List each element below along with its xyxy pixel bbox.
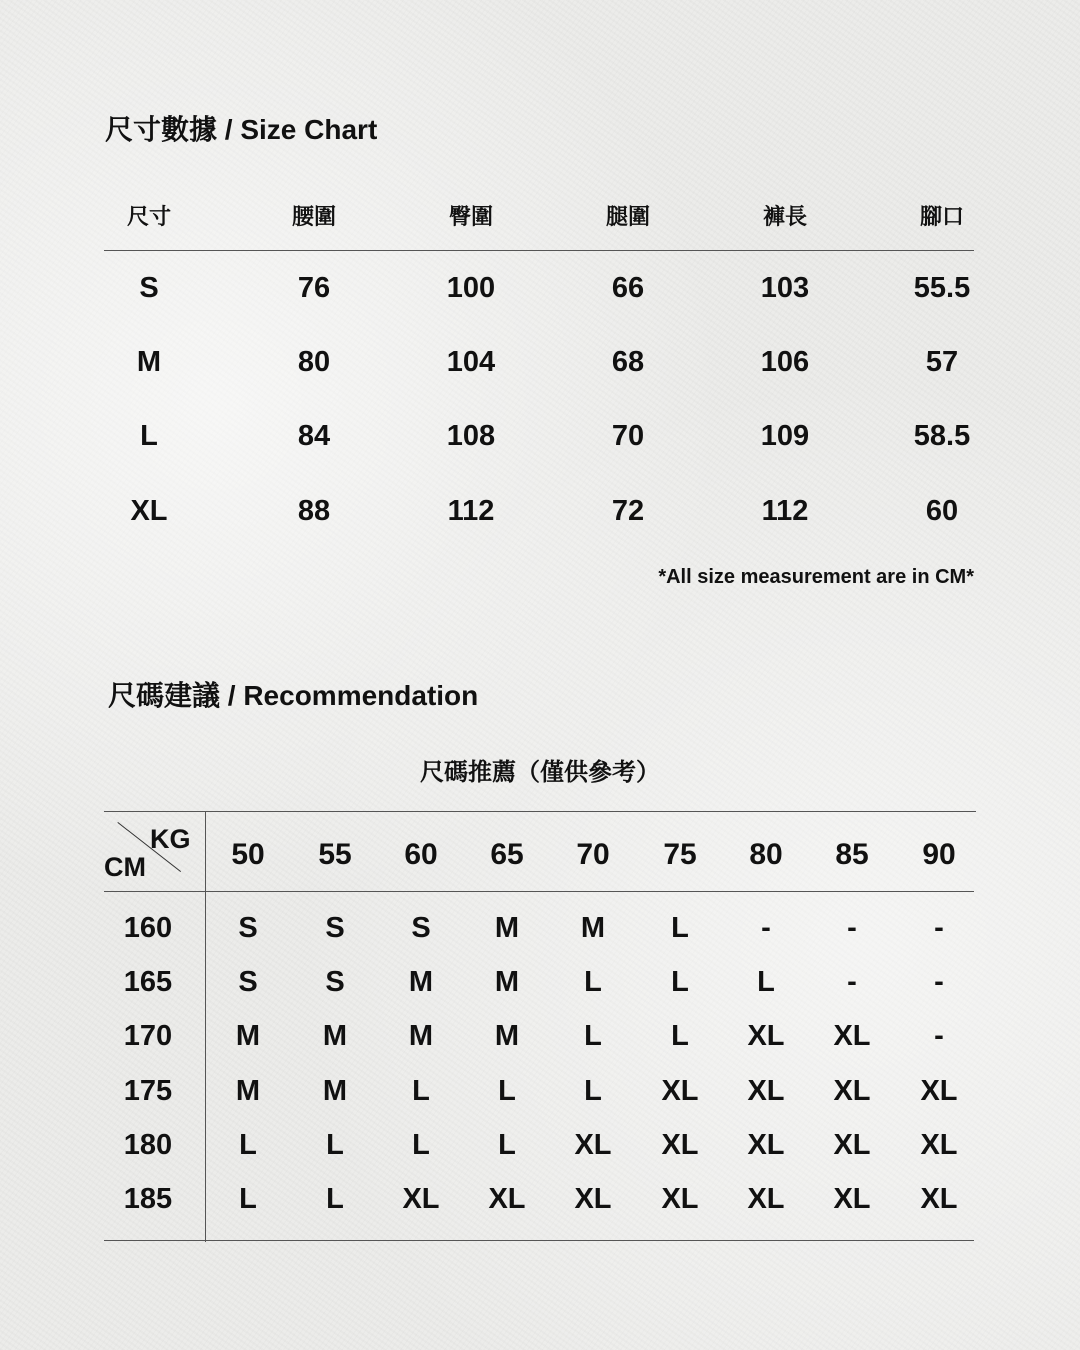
weight-header: 90 xyxy=(922,838,956,871)
recommended-size-cell: XL xyxy=(747,1020,785,1052)
size-chart-header: 腰圍 xyxy=(291,204,336,229)
rec-bottom-line xyxy=(104,1240,974,1241)
rec-top-line xyxy=(104,811,976,812)
size-chart-cell: 72 xyxy=(611,495,645,527)
recommended-size-cell: XL xyxy=(402,1183,440,1215)
size-chart-cell: 70 xyxy=(611,420,645,452)
recommended-size-cell: M xyxy=(235,1020,261,1052)
height-header: 185 xyxy=(123,1183,173,1215)
weight-header: 50 xyxy=(231,838,265,871)
size-chart-header: 腿圍 xyxy=(605,204,650,229)
recommended-size-cell: L xyxy=(498,1075,516,1107)
size-chart-header: 臀圍 xyxy=(448,204,493,229)
size-chart-cell: 104 xyxy=(446,346,496,378)
recommended-size-cell: L xyxy=(326,1129,344,1161)
recommended-size-cell: XL xyxy=(920,1075,958,1107)
recommended-size-cell: M xyxy=(494,966,520,998)
recommendation-title: 尺碼建議 / Recommendation xyxy=(108,680,479,711)
rec-header-line xyxy=(104,891,974,892)
size-chart-header: 尺寸 xyxy=(126,204,171,229)
recommended-size-cell: M xyxy=(494,1020,520,1052)
size-label: M xyxy=(136,346,162,378)
recommended-size-cell: - xyxy=(934,1020,944,1052)
recommended-size-cell: L xyxy=(671,966,689,998)
corner-cm-label: CM xyxy=(104,852,146,882)
size-chart-cell: 80 xyxy=(297,346,331,378)
recommended-size-cell: L xyxy=(584,1020,602,1052)
size-chart-cell: 58.5 xyxy=(913,420,971,452)
size-chart-header: 褲長 xyxy=(762,204,807,229)
size-chart-cell: 84 xyxy=(297,420,331,452)
recommended-size-cell: - xyxy=(934,912,944,944)
recommended-size-cell: XL xyxy=(833,1129,871,1161)
recommended-size-cell: XL xyxy=(574,1183,612,1215)
recommended-size-cell: XL xyxy=(833,1020,871,1052)
size-chart-cell: 108 xyxy=(446,420,496,452)
recommended-size-cell: M xyxy=(408,966,434,998)
size-chart-cell: 55.5 xyxy=(913,272,971,304)
size-chart-cell: 112 xyxy=(761,495,809,527)
height-header: 160 xyxy=(123,912,173,944)
recommended-size-cell: - xyxy=(847,912,857,944)
weight-header: 70 xyxy=(576,838,610,871)
size-chart-cell: 68 xyxy=(611,346,645,378)
weight-header: 60 xyxy=(404,838,438,871)
size-chart-cell: 112 xyxy=(447,495,495,527)
recommended-size-cell: XL xyxy=(747,1183,785,1215)
recommended-size-cell: L xyxy=(239,1183,257,1215)
recommended-size-cell: M xyxy=(235,1075,261,1107)
recommended-size-cell: L xyxy=(498,1129,516,1161)
recommended-size-cell: XL xyxy=(920,1129,958,1161)
recommended-size-cell: S xyxy=(411,912,431,944)
size-chart-cell: 66 xyxy=(611,272,645,304)
recommended-size-cell: L xyxy=(584,1075,602,1107)
recommended-size-cell: L xyxy=(584,966,602,998)
recommended-size-cell: M xyxy=(322,1075,348,1107)
size-chart-header: 腳口 xyxy=(919,204,964,229)
weight-header: 80 xyxy=(749,838,783,871)
recommended-size-cell: L xyxy=(326,1183,344,1215)
recommended-size-cell: L xyxy=(412,1075,430,1107)
size-chart-cell: 76 xyxy=(297,272,331,304)
weight-header: 75 xyxy=(663,838,697,871)
recommended-size-cell: XL xyxy=(833,1075,871,1107)
recommended-size-cell: L xyxy=(412,1129,430,1161)
recommended-size-cell: L xyxy=(239,1129,257,1161)
recommended-size-cell: - xyxy=(934,966,944,998)
recommended-size-cell: M xyxy=(494,912,520,944)
size-chart-cell: 106 xyxy=(760,346,810,378)
recommended-size-cell: XL xyxy=(833,1183,871,1215)
recommendation-subtitle: 尺碼推薦（僅供參考） xyxy=(420,759,660,786)
recommended-size-cell: L xyxy=(671,1020,689,1052)
recommended-size-cell: XL xyxy=(574,1129,612,1161)
weight-header: 85 xyxy=(835,838,869,871)
height-header: 175 xyxy=(123,1075,173,1107)
height-header: 180 xyxy=(123,1129,173,1161)
size-label: L xyxy=(140,420,158,452)
size-chart-cell: 100 xyxy=(446,272,496,304)
recommended-size-cell: - xyxy=(761,912,771,944)
height-header: 165 xyxy=(123,966,173,998)
height-header: 170 xyxy=(123,1020,173,1052)
recommended-size-cell: XL xyxy=(747,1075,785,1107)
size-chart-cell: 57 xyxy=(925,346,959,378)
size-label: S xyxy=(139,272,159,304)
recommended-size-cell: L xyxy=(757,966,775,998)
size-label: XL xyxy=(130,495,168,527)
weight-header: 65 xyxy=(490,838,524,871)
size-chart-cell: 60 xyxy=(925,495,959,527)
size-chart-title: 尺寸數據 / Size Chart xyxy=(105,114,378,145)
recommended-size-cell: XL xyxy=(747,1129,785,1161)
recommended-size-cell: M xyxy=(580,912,606,944)
recommended-size-cell: XL xyxy=(920,1183,958,1215)
rec-vertical-line xyxy=(205,812,206,1242)
recommended-size-cell: S xyxy=(325,912,345,944)
size-chart-cell: 103 xyxy=(760,272,810,304)
measurement-note: *All size measurement are in CM* xyxy=(658,566,974,588)
size-chart-divider xyxy=(104,250,974,251)
recommended-size-cell: S xyxy=(238,912,258,944)
recommended-size-cell: S xyxy=(238,966,258,998)
recommended-size-cell: S xyxy=(325,966,345,998)
recommended-size-cell: XL xyxy=(661,1183,699,1215)
recommended-size-cell: - xyxy=(847,966,857,998)
corner-kg-label: KG xyxy=(150,824,191,854)
recommended-size-cell: XL xyxy=(488,1183,526,1215)
recommended-size-cell: L xyxy=(671,912,689,944)
recommended-size-cell: M xyxy=(322,1020,348,1052)
recommended-size-cell: XL xyxy=(661,1075,699,1107)
size-chart-cell: 88 xyxy=(297,495,331,527)
recommended-size-cell: XL xyxy=(661,1129,699,1161)
weight-header: 55 xyxy=(318,838,352,871)
recommended-size-cell: M xyxy=(408,1020,434,1052)
size-chart-cell: 109 xyxy=(760,420,810,452)
